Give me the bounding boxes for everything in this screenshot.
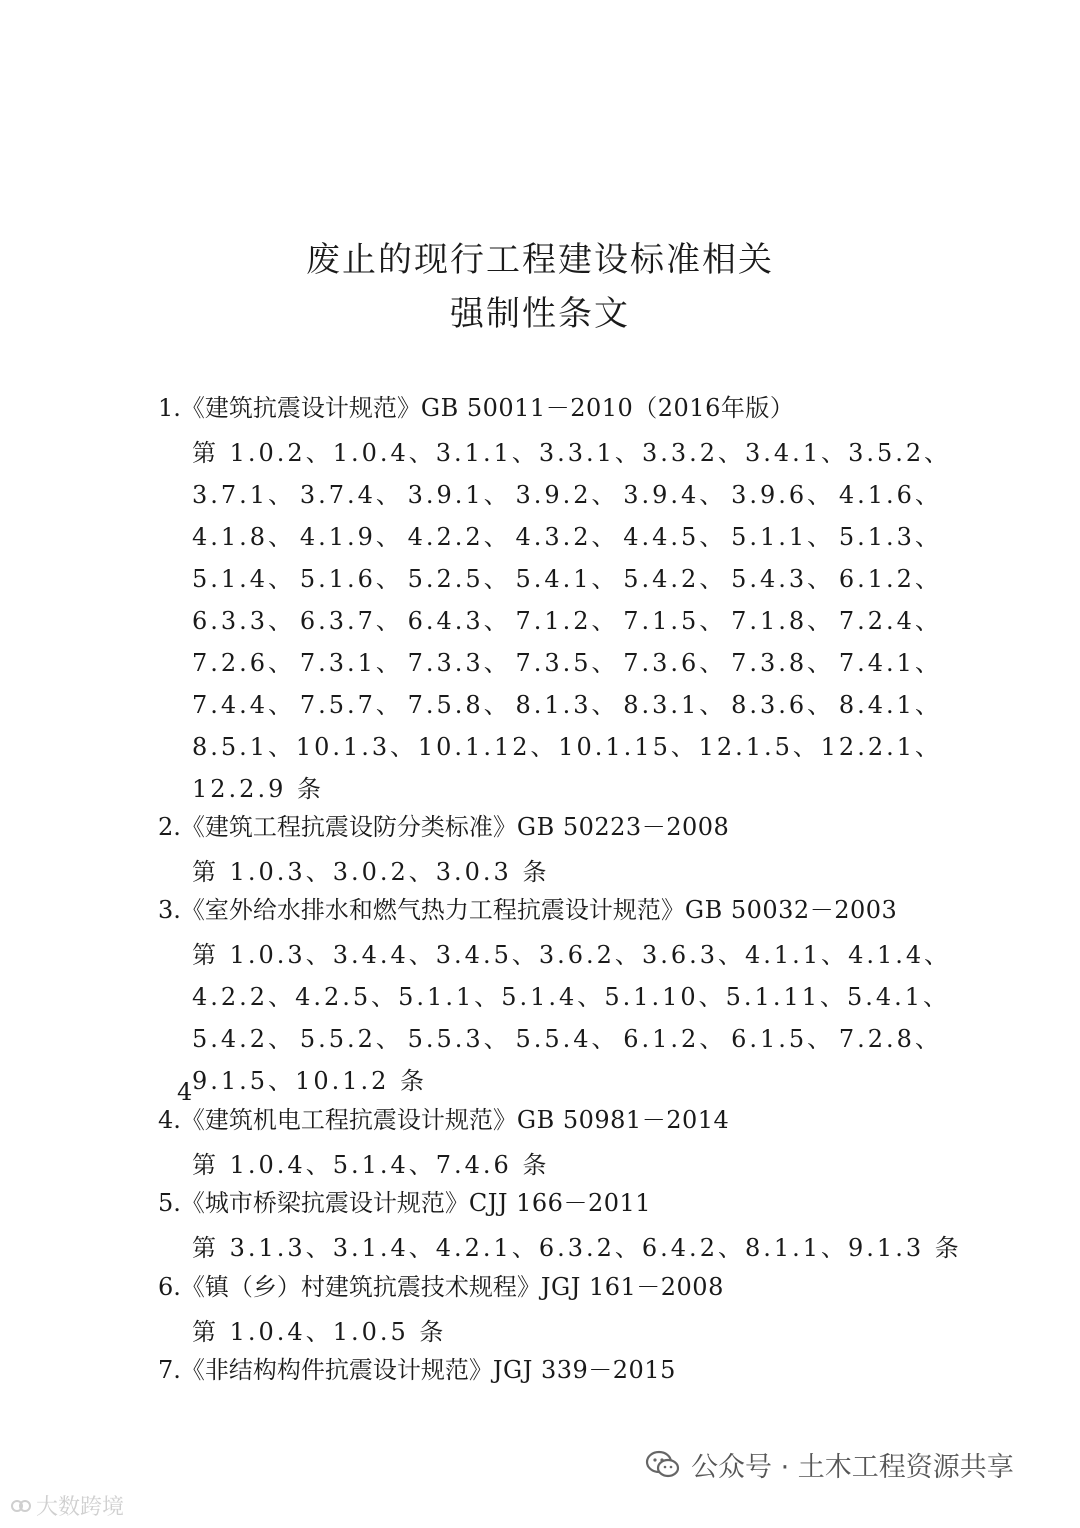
clause-number: 7.3.1、	[299, 649, 403, 677]
clause-row	[192, 774, 942, 804]
clause-number: 3.5.2、	[848, 439, 952, 467]
clause-number: 1.0.4、	[332, 439, 436, 467]
standard-name: 《非结构构件抗震设计规范》	[180, 1356, 493, 1384]
watermark-right	[645, 1445, 1014, 1484]
clause-number: 4.3.2、	[515, 523, 619, 551]
watermark-left-text: 大数跨境	[36, 1495, 125, 1520]
clause-number: 3.4.1、	[745, 439, 849, 467]
clause-number: 7.5.8、	[407, 691, 511, 719]
standard-code: GB 50011－2010（2016年版）	[420, 394, 795, 422]
clause-number: 5.1.10、	[604, 983, 726, 1011]
clause-number: 4.1.6、	[838, 481, 942, 509]
clause-number: 7.4.4、	[192, 691, 296, 719]
standard-name: 《镇（乡）村建筑抗震技术规程》	[180, 1273, 541, 1301]
clause-number: 7.2.8、	[838, 1025, 942, 1053]
clause-number: 4.1.8、	[192, 523, 296, 551]
clause-number: 3.4.4、	[332, 941, 436, 969]
clause-number: 7.3.5、	[515, 649, 619, 677]
clause-number: 3.9.4、	[623, 481, 727, 509]
clause-number: 7.1.5、	[623, 607, 727, 635]
clause-number: 3.3.1、	[538, 439, 642, 467]
clause-number: 10.1.3、	[295, 733, 418, 761]
clause-number: 8.1.3、	[515, 691, 619, 719]
clause-number: 7.4.1、	[838, 649, 942, 677]
item-number: 7.	[158, 1356, 181, 1384]
clause-number: 5.1.4、	[192, 565, 296, 593]
clause-number: 4.2.2、	[192, 983, 296, 1011]
clause-number: 3.6.3、	[641, 941, 746, 969]
clause-number: 4.2.2、	[407, 523, 511, 551]
clause-number: 8.5.1、	[192, 733, 296, 761]
clause-row	[192, 480, 942, 510]
clause-row	[192, 1150, 942, 1180]
clause-number: 7.3.8、	[731, 649, 835, 677]
clause-row	[192, 648, 942, 678]
clause-number: 5.5.3、	[407, 1025, 511, 1053]
clause-row	[192, 982, 951, 1012]
clause-number: 5.4.2、	[192, 1025, 296, 1053]
standard-item-heading	[158, 1358, 676, 1382]
clause-number: 5.2.5、	[407, 565, 511, 593]
clause-row	[192, 564, 942, 594]
clause-number: 3.1.1、	[435, 439, 539, 467]
title-line-1: 废止的现行工程建设标准相关	[306, 240, 774, 280]
standard-item-heading	[158, 898, 897, 922]
clause-number: 第 3.1.3、3.1.4、4.2.1、6.3.2、6.4.2、8.1.1、9.1.3 条	[192, 1234, 962, 1262]
clause-number: 12.1.5、	[698, 733, 820, 761]
clause-number: 7.2.4、	[838, 607, 942, 635]
clause-number: 7.3.3、	[407, 649, 511, 677]
clause-number: 4.1.9、	[299, 523, 403, 551]
clause-row	[192, 1024, 942, 1054]
clause-number: 9.1.5、10.1.2 条	[192, 1067, 428, 1095]
clause-number: 12.2.1、	[820, 733, 942, 761]
clause-number: 6.1.2、	[623, 1025, 727, 1053]
clause-number: 4.4.5、	[623, 523, 727, 551]
clause-number: 5.4.3、	[731, 565, 835, 593]
standard-code: JGJ 339－2015	[492, 1356, 676, 1384]
watermark-left	[10, 1490, 124, 1521]
clause-number: 5.5.2、	[299, 1025, 403, 1053]
clause-number: 4.2.5、	[295, 983, 399, 1011]
standard-code: GB 50223－2008	[516, 813, 730, 841]
clause-number: 3.9.2、	[515, 481, 619, 509]
clause-row	[192, 1317, 942, 1347]
clause-number: 7.2.6、	[192, 649, 296, 677]
standard-item-heading	[158, 1191, 651, 1215]
clause-number: 12.2.9 条	[192, 775, 324, 803]
clause-number: 3.7.1、	[192, 481, 296, 509]
clause-number: 10.1.15、	[558, 733, 698, 761]
clause-row	[192, 522, 942, 552]
clause-number: 第 1.0.3、	[192, 941, 333, 969]
clause-number: 4.1.4、	[848, 941, 952, 969]
clause-number: 4.1.1、	[745, 941, 849, 969]
clause-row	[192, 1066, 942, 1096]
clause-number: 6.4.3、	[407, 607, 511, 635]
clause-number: 3.4.5、	[435, 941, 539, 969]
clause-number: 5.1.1、	[398, 983, 502, 1011]
clause-row	[192, 857, 942, 887]
page-number: 4	[177, 1078, 193, 1106]
clause-number: 6.3.7、	[299, 607, 403, 635]
clause-number: 第 1.0.4、5.1.4、7.4.6 条	[192, 1151, 550, 1179]
item-number: 4.	[158, 1106, 181, 1134]
clause-number: 5.5.4、	[515, 1025, 619, 1053]
clause-number: 10.1.12、	[417, 733, 558, 761]
title-line-2: 强制性条文	[450, 294, 630, 334]
clause-number: 7.1.2、	[515, 607, 619, 635]
item-number: 2.	[158, 813, 181, 841]
clause-number: 6.3.3、	[192, 607, 296, 635]
standard-code: JGJ 161－2008	[540, 1273, 724, 1301]
clause-number: 5.4.1、	[847, 983, 951, 1011]
standard-item-heading	[158, 1275, 724, 1299]
clause-row	[192, 732, 942, 762]
clause-row	[192, 940, 952, 970]
clause-number: 5.1.6、	[299, 565, 403, 593]
clause-number: 5.4.1、	[515, 565, 619, 593]
clause-number: 7.3.6、	[623, 649, 727, 677]
clause-number: 第 1.0.3、3.0.2、3.0.3 条	[192, 858, 550, 886]
clause-row	[192, 690, 942, 720]
item-number: 6.	[158, 1273, 181, 1301]
clause-number: 3.7.4、	[299, 481, 403, 509]
clause-number: 5.1.11、	[725, 983, 847, 1011]
standard-code: GB 50981－2014	[516, 1106, 730, 1134]
clause-number: 6.1.2、	[838, 565, 942, 593]
standard-item-heading	[158, 396, 794, 420]
clause-number: 5.4.2、	[623, 565, 727, 593]
clause-number: 8.3.1、	[623, 691, 727, 719]
clause-row	[192, 438, 952, 468]
clause-number: 第 1.0.2、	[192, 439, 333, 467]
clause-number: 3.3.2、	[641, 439, 746, 467]
standard-name: 《建筑机电工程抗震设计规范》	[180, 1106, 517, 1134]
clause-number: 5.1.4、	[501, 983, 605, 1011]
standard-code: CJJ 166－2011	[468, 1189, 652, 1217]
clause-number: 5.1.3、	[838, 523, 942, 551]
item-number: 1.	[158, 394, 181, 422]
clause-number: 5.1.1、	[731, 523, 835, 551]
clause-row	[192, 606, 942, 636]
clause-number: 3.9.6、	[731, 481, 835, 509]
standard-item-heading	[158, 815, 729, 839]
clause-number: 3.9.1、	[407, 481, 511, 509]
clause-number: 第 1.0.4、1.0.5 条	[192, 1318, 447, 1346]
clause-number: 7.1.8、	[731, 607, 835, 635]
standard-code: GB 50032－2003	[684, 896, 898, 924]
clause-number: 8.4.1、	[838, 691, 942, 719]
wechat-icon	[645, 1450, 681, 1480]
standard-name: 《建筑工程抗震设防分类标准》	[180, 813, 517, 841]
clause-number: 7.5.7、	[299, 691, 403, 719]
clause-number: 8.3.6、	[731, 691, 835, 719]
standard-item-heading	[158, 1108, 729, 1132]
standard-name: 《建筑抗震设计规范》	[180, 394, 421, 422]
logo-ring-icon	[10, 1498, 32, 1514]
standard-name: 《城市桥梁抗震设计规范》	[180, 1189, 469, 1217]
item-number: 3.	[158, 896, 181, 924]
clause-number: 6.1.5、	[731, 1025, 835, 1053]
clause-number: 3.6.2、	[538, 941, 642, 969]
item-number: 5.	[158, 1189, 181, 1217]
standard-name: 《室外给水排水和燃气热力工程抗震设计规范》	[180, 896, 685, 924]
watermark-right-text: 公众号 · 土木工程资源共享	[691, 1452, 1014, 1483]
clause-row	[192, 1233, 962, 1263]
